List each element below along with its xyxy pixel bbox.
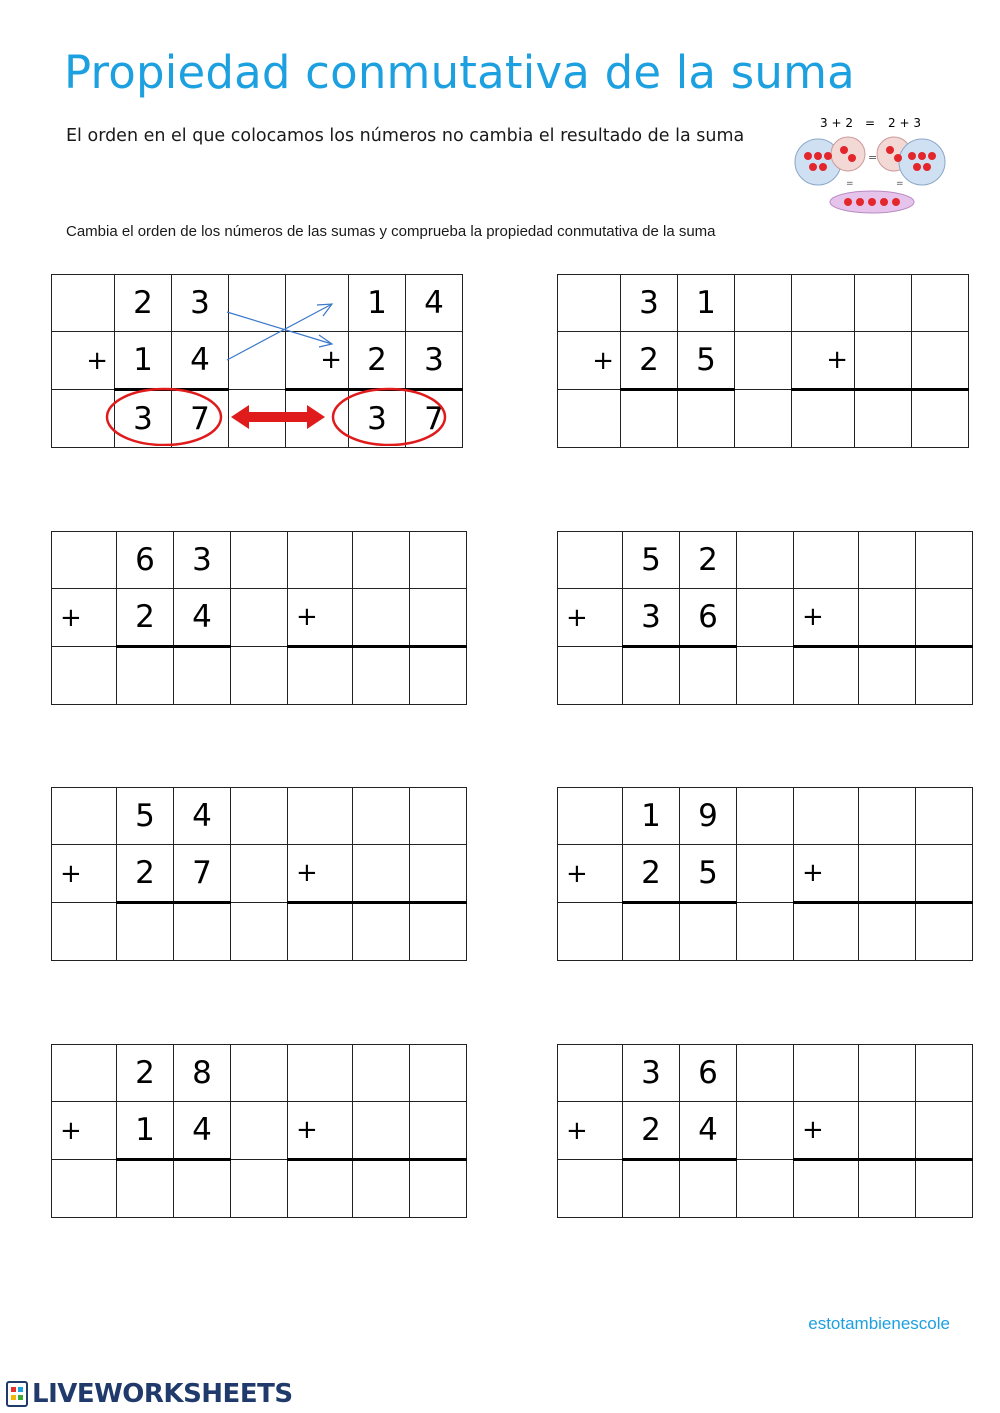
digit-cell: 2 <box>115 275 172 332</box>
answer-cell[interactable] <box>623 647 680 705</box>
exercise-grid <box>51 787 467 961</box>
answer-cell[interactable] <box>353 589 410 647</box>
answer-cell[interactable] <box>288 788 353 845</box>
cell-blank <box>286 390 349 448</box>
answer-cell[interactable] <box>117 903 174 961</box>
answer-cell[interactable] <box>794 788 859 845</box>
answer-cell[interactable] <box>621 390 678 448</box>
digit-cell: 2 <box>623 1102 680 1160</box>
cell-blank <box>231 1160 288 1218</box>
digit-cell: 9 <box>680 788 737 845</box>
cell-blank <box>52 1160 117 1218</box>
answer-cell[interactable] <box>916 589 973 647</box>
digit-cell: 2 <box>117 845 174 903</box>
answer-cell[interactable] <box>353 1045 410 1102</box>
answer-cell[interactable] <box>288 532 353 589</box>
answer-cell[interactable] <box>859 647 916 705</box>
answer-cell[interactable] <box>855 390 912 448</box>
cell-blank <box>52 390 115 448</box>
plus-sign: + <box>792 332 855 390</box>
answer-cell[interactable] <box>410 589 467 647</box>
apples-illustration <box>792 110 954 216</box>
plus-sign: + <box>794 589 859 647</box>
cell-blank <box>794 903 859 961</box>
answer-cell[interactable] <box>859 845 916 903</box>
exercise-grid <box>51 1044 467 1218</box>
cell-blank <box>231 589 288 647</box>
cell-blank <box>794 1160 859 1218</box>
cell-blank <box>558 390 621 448</box>
answer-cell[interactable] <box>410 647 467 705</box>
digit-cell: 3 <box>172 275 229 332</box>
answer-cell[interactable] <box>859 788 916 845</box>
digit-cell: 1 <box>349 275 406 332</box>
answer-cell[interactable] <box>855 332 912 390</box>
digit-cell: 4 <box>174 589 231 647</box>
digit-cell: 1 <box>117 1102 174 1160</box>
answer-cell[interactable] <box>680 903 737 961</box>
digit-cell: 6 <box>680 1045 737 1102</box>
plus-sign: + <box>52 589 117 647</box>
digit-cell: 7 <box>174 845 231 903</box>
cell-blank <box>288 1160 353 1218</box>
answer-cell[interactable] <box>680 647 737 705</box>
footer-logo <box>6 1378 293 1410</box>
answer-cell[interactable] <box>353 1160 410 1218</box>
cell-blank <box>52 903 117 961</box>
answer-cell[interactable] <box>410 1160 467 1218</box>
digit-cell: 4 <box>174 1102 231 1160</box>
digit-cell: 3 <box>623 589 680 647</box>
plus-sign: + <box>52 845 117 903</box>
digit-cell: 5 <box>117 788 174 845</box>
answer-cell[interactable] <box>678 390 735 448</box>
answer-cell[interactable] <box>353 903 410 961</box>
answer-cell[interactable] <box>855 275 912 332</box>
answer-cell[interactable] <box>916 1160 973 1218</box>
answer-cell[interactable] <box>859 1102 916 1160</box>
subtitle: El orden en el que colocamos los números no cambia el resultado de la suma <box>66 126 745 146</box>
answer-cell[interactable] <box>353 532 410 589</box>
answer-cell[interactable] <box>623 903 680 961</box>
result-digit: 3 <box>349 390 406 448</box>
cell-blank <box>794 647 859 705</box>
plus-sign: + <box>288 845 353 903</box>
cell-blank <box>52 788 117 845</box>
answer-cell[interactable] <box>916 845 973 903</box>
answer-cell[interactable] <box>410 1102 467 1160</box>
answer-cell[interactable] <box>353 845 410 903</box>
plus-sign: + <box>794 845 859 903</box>
cell-blank <box>286 275 349 332</box>
svg-text:=: = <box>868 151 878 164</box>
svg-text:=: = <box>846 179 854 189</box>
answer-cell[interactable] <box>410 903 467 961</box>
answer-cell[interactable] <box>410 845 467 903</box>
digit-cell: 2 <box>621 332 678 390</box>
answer-cell[interactable] <box>410 788 467 845</box>
answer-cell[interactable] <box>353 1102 410 1160</box>
answer-cell[interactable] <box>916 903 973 961</box>
cell-blank <box>229 275 286 332</box>
answer-cell[interactable] <box>680 1160 737 1218</box>
digit-cell: 3 <box>406 332 463 390</box>
answer-cell[interactable] <box>353 647 410 705</box>
exercise-grid <box>557 787 973 961</box>
cell-blank <box>52 647 117 705</box>
cell-blank <box>737 1160 794 1218</box>
answer-cell[interactable] <box>794 532 859 589</box>
exercise-grid <box>557 531 973 705</box>
answer-cell[interactable] <box>859 589 916 647</box>
cell-blank <box>52 275 115 332</box>
plus-sign: + <box>52 1102 117 1160</box>
cell-blank <box>231 532 288 589</box>
plus-sign: + <box>288 1102 353 1160</box>
cell-blank <box>737 788 794 845</box>
plus-sign: + <box>558 845 623 903</box>
cell-blank <box>231 1045 288 1102</box>
cell-blank <box>231 1102 288 1160</box>
cell-blank <box>735 275 792 332</box>
answer-cell[interactable] <box>859 1045 916 1102</box>
answer-cell[interactable] <box>859 1160 916 1218</box>
digit-cell: 3 <box>623 1045 680 1102</box>
digit-cell: 4 <box>680 1102 737 1160</box>
cell-blank <box>52 532 117 589</box>
answer-cell[interactable] <box>916 788 973 845</box>
digit-cell: 6 <box>117 532 174 589</box>
answer-cell[interactable] <box>859 903 916 961</box>
digit-cell: 5 <box>623 532 680 589</box>
answer-cell[interactable] <box>916 1102 973 1160</box>
plus-sign: + <box>558 332 621 390</box>
page-title: Propiedad conmutativa de la suma <box>64 46 855 99</box>
digit-cell: 4 <box>174 788 231 845</box>
answer-cell[interactable] <box>288 1045 353 1102</box>
cell-blank <box>558 532 623 589</box>
plus-sign: + <box>288 589 353 647</box>
cell-blank <box>737 589 794 647</box>
cell-blank <box>792 390 855 448</box>
exercise-grid <box>51 531 467 705</box>
answer-cell[interactable] <box>353 788 410 845</box>
cell-blank <box>737 1102 794 1160</box>
digit-cell: 2 <box>117 589 174 647</box>
cell-blank <box>231 845 288 903</box>
answer-cell[interactable] <box>410 532 467 589</box>
digit-cell: 3 <box>621 275 678 332</box>
cell-blank <box>229 390 286 448</box>
digit-cell: 3 <box>174 532 231 589</box>
cell-blank <box>52 1045 117 1102</box>
plus-sign: + <box>558 589 623 647</box>
digit-cell: 2 <box>680 532 737 589</box>
answer-cell[interactable] <box>623 1160 680 1218</box>
cell-blank <box>288 647 353 705</box>
answer-cell[interactable] <box>794 1045 859 1102</box>
liveworksheets-logo-icon <box>6 1381 28 1407</box>
answer-cell[interactable] <box>410 1045 467 1102</box>
cell-blank <box>231 788 288 845</box>
digit-cell: 4 <box>172 332 229 390</box>
digit-cell: 2 <box>117 1045 174 1102</box>
cell-blank <box>737 845 794 903</box>
svg-text:=: = <box>896 179 904 189</box>
answer-cell[interactable] <box>174 647 231 705</box>
cell-blank <box>737 1045 794 1102</box>
footer-brand: LIVEWORKSHEETS <box>32 1379 293 1409</box>
instruction: Cambia el orden de los números de las sumas y comprueba la propiedad conmutativa de la suma <box>66 223 716 240</box>
digit-cell: 4 <box>406 275 463 332</box>
answer-cell[interactable] <box>117 1160 174 1218</box>
result-digit: 7 <box>406 390 463 448</box>
cell-blank <box>558 1160 623 1218</box>
digit-cell: 1 <box>623 788 680 845</box>
illus-equals: = <box>865 116 876 130</box>
answer-cell[interactable] <box>792 275 855 332</box>
illus-left-expr: 3 + 2 <box>820 116 853 130</box>
answer-cell[interactable] <box>912 275 969 332</box>
answer-cell[interactable] <box>174 1160 231 1218</box>
plus-sign: + <box>286 332 349 390</box>
digit-cell: 1 <box>115 332 172 390</box>
result-digit: 7 <box>172 390 229 448</box>
cell-blank <box>737 647 794 705</box>
cell-blank <box>231 903 288 961</box>
cell-blank <box>735 332 792 390</box>
plus-sign: + <box>52 332 115 390</box>
cell-blank <box>735 390 792 448</box>
cell-blank <box>737 532 794 589</box>
answer-cell[interactable] <box>916 1045 973 1102</box>
plus-sign: + <box>558 1102 623 1160</box>
result-digit: 3 <box>115 390 172 448</box>
digit-cell: 2 <box>349 332 406 390</box>
digit-cell: 8 <box>174 1045 231 1102</box>
digit-cell: 2 <box>623 845 680 903</box>
cell-blank <box>558 903 623 961</box>
cell-blank <box>229 332 286 390</box>
cell-blank <box>558 647 623 705</box>
exercise-grid <box>557 1044 973 1218</box>
digit-cell: 5 <box>678 332 735 390</box>
cell-blank <box>737 903 794 961</box>
digit-cell: 5 <box>680 845 737 903</box>
answer-cell[interactable] <box>117 647 174 705</box>
answer-cell[interactable] <box>916 647 973 705</box>
answer-cell[interactable] <box>912 332 969 390</box>
digit-cell: 6 <box>680 589 737 647</box>
credit: estotambienescole <box>808 1314 950 1333</box>
cell-blank <box>558 275 621 332</box>
digit-cell: 1 <box>678 275 735 332</box>
cell-blank <box>288 903 353 961</box>
answer-cell[interactable] <box>859 532 916 589</box>
answer-cell[interactable] <box>174 903 231 961</box>
answer-cell[interactable] <box>916 532 973 589</box>
answer-cell[interactable] <box>912 390 969 448</box>
illus-right-expr: 2 + 3 <box>888 116 921 130</box>
plus-sign: + <box>794 1102 859 1160</box>
exercise-grid <box>557 274 969 448</box>
cell-blank <box>231 647 288 705</box>
cell-blank <box>558 1045 623 1102</box>
cell-blank <box>558 788 623 845</box>
example-grid <box>51 274 463 448</box>
